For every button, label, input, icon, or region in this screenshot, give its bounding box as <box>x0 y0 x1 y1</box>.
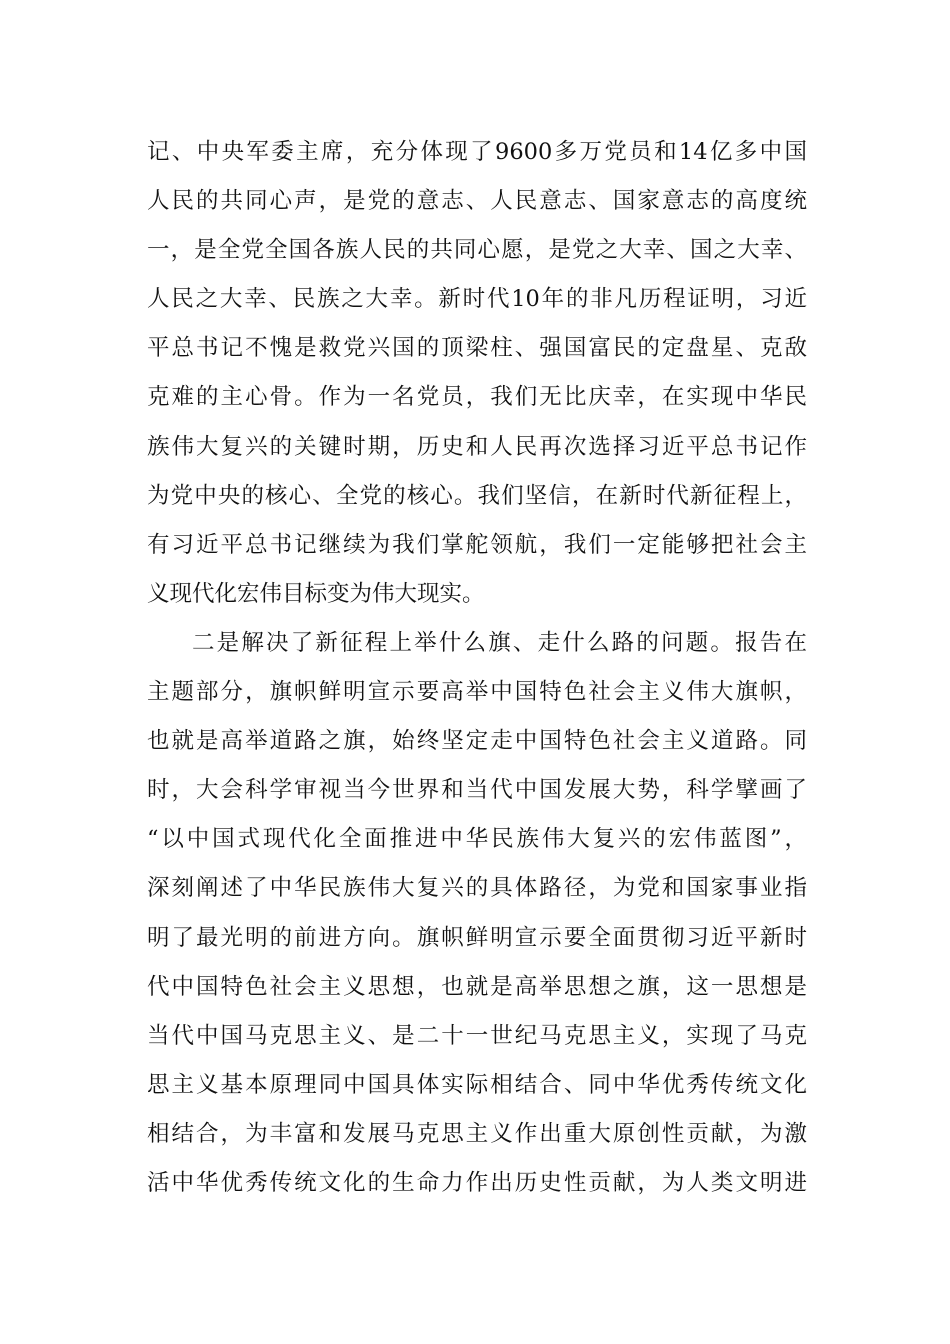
text-line: 人民的共同心声，是党的意志、人民意志、国家意志的高度统 <box>147 188 807 215</box>
text-line: 活中华优秀传统文化的生命力作出历史性贡献，为人类文明进 <box>147 1169 807 1196</box>
text-line: 思主义基本原理同中国具体实际相结合、同中华优秀传统文化 <box>147 1071 807 1098</box>
text-line: 族伟大复兴的关键时期，历史和人民再次选择习近平总书记作 <box>147 433 807 460</box>
text-line: 相结合，为丰富和发展马克思主义作出重大原创性贡献，为激 <box>147 1120 807 1147</box>
text-line: 时，大会科学审视当今世界和当代中国发展大势，科学擘画了 <box>147 777 807 804</box>
text-line: 明了最光明的前进方向。旗帜鲜明宣示要全面贯彻习近平新时 <box>147 924 807 951</box>
text-line: 有习近平总书记继续为我们掌舵领航，我们一定能够把社会主 <box>147 531 807 558</box>
text-line: 一，是全党全国各族人民的共同心愿，是党之大幸、国之大幸、 <box>147 237 807 264</box>
text-line: 主题部分，旗帜鲜明宣示要高举中国特色社会主义伟大旗帜， <box>147 679 807 706</box>
paragraph-1 <box>147 128 807 619</box>
text-line: 当代中国马克思主义、是二十一世纪马克思主义，实现了马克 <box>147 1022 807 1049</box>
text-line: 深刻阐述了中华民族伟大复兴的具体路径，为党和国家事业指 <box>147 875 807 902</box>
text-line: 为党中央的核心、全党的核心。我们坚信，在新时代新征程上， <box>147 482 807 509</box>
text-line: 人民之大幸、民族之大幸。新时代10年的非凡历程证明，习近 <box>147 286 807 313</box>
body-text <box>147 128 807 1208</box>
text-line: 也就是高举道路之旗，始终坚定走中国特色社会主义道路。同 <box>147 728 807 755</box>
text-line: 克难的主心骨。作为一名党员，我们无比庆幸，在实现中华民 <box>147 384 807 411</box>
text-line: 义现代化宏伟目标变为伟大现实。 <box>147 580 485 607</box>
text-line: 二是解决了新征程上举什么旗、走什么路的问题。报告在 <box>192 629 807 656</box>
text-line: 平总书记不愧是救党兴国的顶梁柱、强国富民的定盘星、克敌 <box>147 335 807 362</box>
text-line: 代中国特色社会主义思想，也就是高举思想之旗，这一思想是 <box>147 973 807 1000</box>
text-line: 记、中央军委主席，充分体现了9600多万党员和14亿多中国 <box>147 139 807 165</box>
paragraph-2 <box>147 619 807 1208</box>
text-line: “以中国式现代化全面推进中华民族伟大复兴的宏伟蓝图”， <box>147 826 807 853</box>
